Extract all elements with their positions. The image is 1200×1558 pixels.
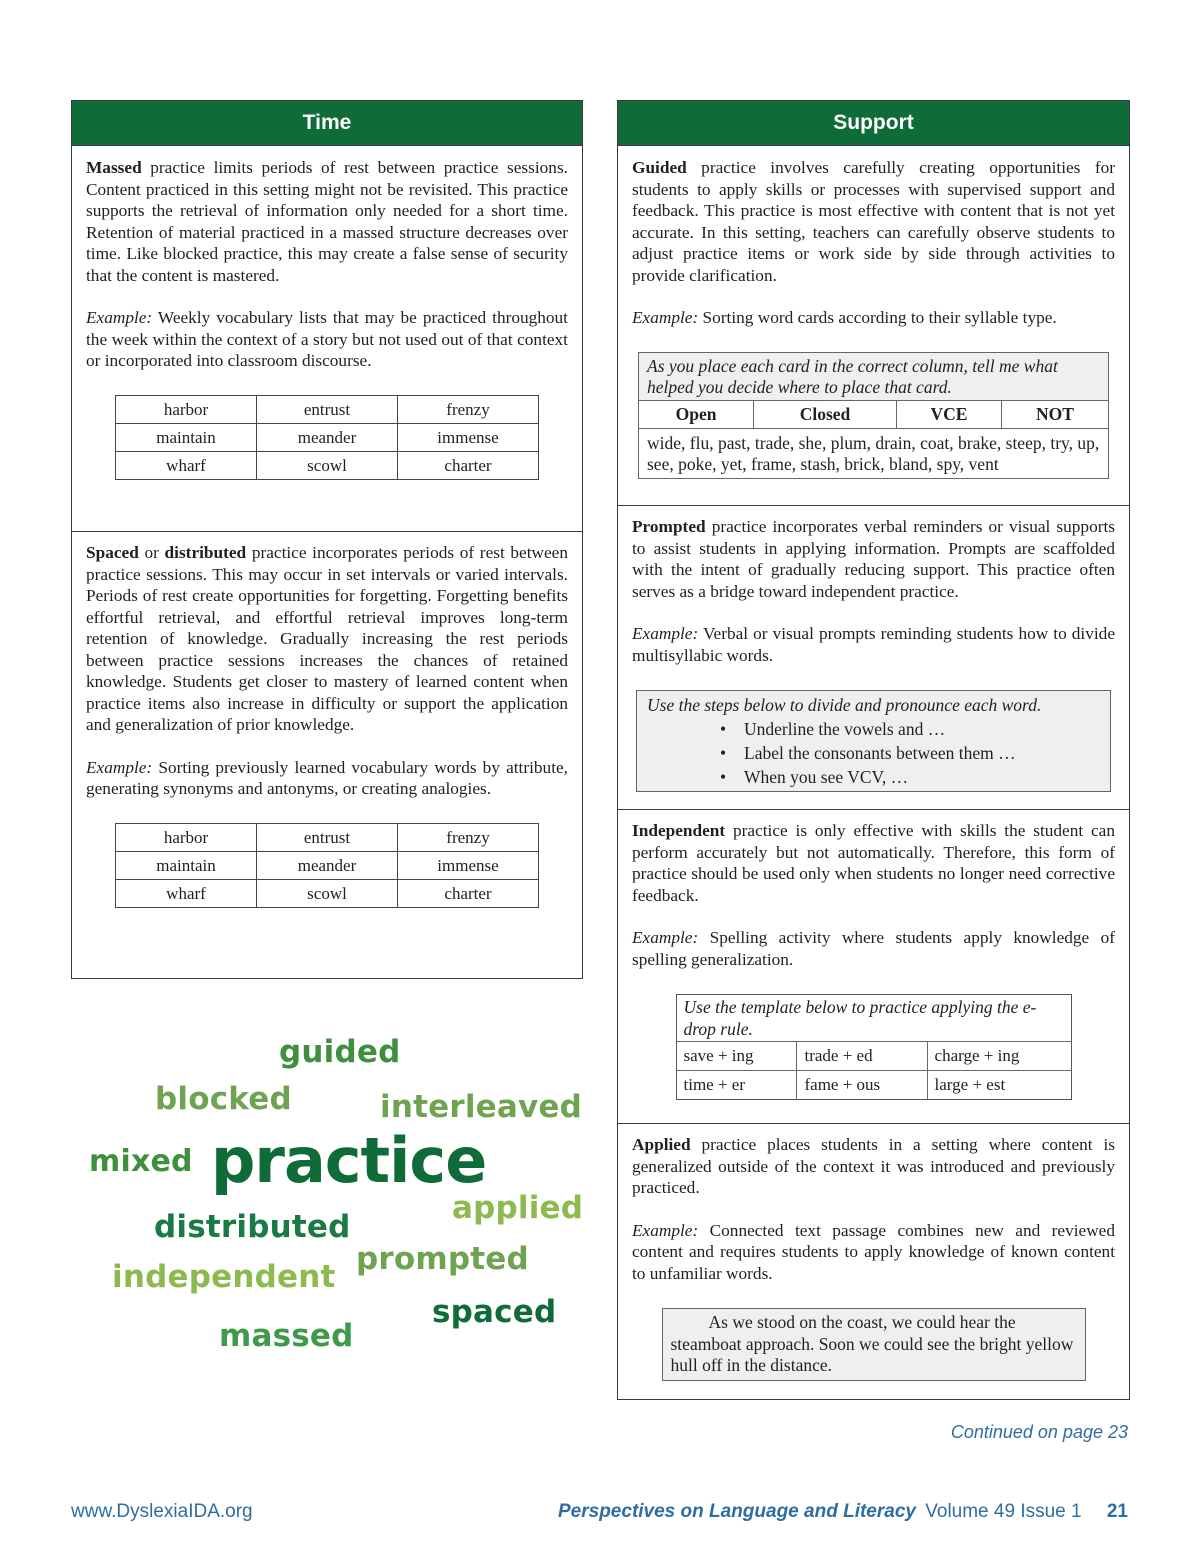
cloud-word-practice: practice [211,1124,487,1197]
continued-link[interactable]: Continued on page 23 [950,1422,1128,1442]
guided-section [618,147,1129,506]
spaced-example: Example: Sorting previously learned vocabulary words by attribute, generating synonyms and antonyms, or creating analogies. [86,757,568,798]
guided-term: Guided [632,158,687,177]
prompted-example: Example: Verbal or visual prompts reminding students how to divide multisyllabic words. [632,624,1115,665]
edrop-table [677,1041,1071,1099]
table-row: harbor entrust frenzy [116,395,539,423]
massed-term: Massed [86,158,142,177]
list-item: • Label the consonants between them … [647,741,1100,765]
time-header: Time [72,101,582,146]
independent-section [618,810,1129,1124]
independent-example: Example: Spelling activity where students apply knowledge of spelling generalization. [632,928,1115,969]
passage-text: As we stood on the coast, we could hear the steamboat approach. Soon we could see the bright yellow hull off in the distance. [670,1312,1074,1375]
spaced-vocab-table [115,823,539,908]
applied-term: Applied [632,1135,691,1154]
massed-vocab-table [115,395,539,480]
steps-list [647,717,1100,789]
table-row: harbor entrust frenzy [116,823,539,851]
support-panel [617,100,1130,1400]
list-item: • When you see VCV, … [647,765,1100,789]
cloud-word-massed: massed [219,1318,354,1354]
table-row: Open Closed VCE NOT [639,400,1108,428]
edrop-title: Use the template below to practice applying the e-drop rule. [683,997,1037,1039]
distributed-term: distributed [164,543,247,562]
sort-prompt: As you place each card in the correct column, tell me what helped you decide where to place that card. [647,355,1058,397]
massed-text: Massed practice limits periods of rest between practice sessions. Content practiced in this setting might not be revisited. This practice supports the retrieval of information only needed for a short time. Retention of material practiced in a massed structure decreases over time. Like blocked practice, this may create a false sense of security that the content is mastered. [86,158,568,285]
cloud-word-spaced: spaced [432,1294,557,1330]
applied-example: Example: Connected text passage combines new and reviewed content and requires students to apply knowledge of known content to unfamiliar words. [632,1220,1115,1283]
spaced-section [72,532,582,977]
prompted-text: Prompted practice incorporates verbal reminders or visual supports to assist students in applying information. Prompts are scaffolded with the intent of gradually reducing support. This practice often serves as a bridge toward independent practice. [632,517,1115,601]
cloud-word-prompted: prompted [356,1241,529,1277]
guided-example: Example: Sorting word cards according to their syllable type. [632,308,1057,327]
guided-text: Guided practice involves carefully creating opportunities for students to apply skills or processes with supervised support and feedback. This practice is most effective with content that is not yet accurate. In this setting, teachers can carefully observe students to adjust practice items or work side by side through activities to provide clarification. [632,158,1115,285]
applied-text: Applied practice places students in a setting where content is generalized outside of the context it was introduced and previously practiced. [632,1135,1115,1197]
support-header: Support [618,101,1129,146]
time-panel [71,100,583,979]
table-row: save + ing trade + ed charge + ing [677,1042,1071,1071]
applied-section [618,1124,1129,1399]
footer-citation [558,1501,1128,1523]
cloud-word-applied: applied [452,1190,584,1226]
independent-term: Independent [632,821,726,840]
footer-url[interactable]: www.DyslexiaIDA.org [71,1501,253,1522]
syllable-sort-box [638,352,1109,479]
edrop-box [676,994,1072,1100]
journal-volume: Volume 49 Issue 1 [925,1501,1082,1522]
table-row: maintain meander immense [116,851,539,879]
spaced-term: Spaced [86,543,139,562]
steps-title: Use the steps below to divide and pronounce each word. [647,695,1042,715]
page-number: 21 [1106,1501,1128,1522]
prompted-term: Prompted [632,517,706,536]
independent-text: Independent practice is only effective with skills the student can perform accurately but not automatically. Therefore, this form of practice should be used only when students no longer need corrective feedback. [632,821,1115,905]
spaced-text: Spaced or distributed practice incorporates periods of rest between practice sessions. This may occur in set intervals or varied intervals. Periods of rest create opportunities for forgetting. Forgetting benefits effortful retrieval, and effortful retrieval improves long-term retention of knowledge. Gradually increasing the rest periods between practice sessions increases the chances of retained knowledge. Students get closer to mastery of learned content when practice items also increase in difficulty or support the application and generalization of prior knowledge. [86,543,568,734]
cloud-word-blocked: blocked [155,1081,292,1117]
cloud-word-guided: guided [279,1034,401,1070]
table-row: wharf scowl charter [116,879,539,907]
massed-section [72,147,582,532]
cloud-word-mixed: mixed [89,1144,193,1179]
list-item: • Underline the vowels and … [647,717,1100,741]
massed-example: Example: Weekly vocabulary lists that may be practiced throughout the week within the context of a story but not used out of that context or incorporated into classroom discourse. [86,308,568,370]
table-row: wharf scowl charter [116,451,539,479]
cloud-word-interleaved: interleaved [380,1089,583,1125]
sort-words: wide, flu, past, trade, she, plum, drain, coat, brake, steep, try, up, see, poke, yet, frame, stash, brick, bland, spy, vent [639,428,1108,478]
table-row: time + er fame + ous large + est [677,1071,1071,1100]
journal-title: Perspectives on Language and Literacy [558,1501,916,1522]
passage-box [662,1308,1086,1381]
table-row: maintain meander immense [116,423,539,451]
prompted-section [618,506,1129,810]
sort-columns [639,400,1108,428]
cloud-word-distributed: distributed [154,1209,351,1245]
cloud-word-independent: independent [112,1259,336,1295]
divide-steps-box [636,690,1111,792]
